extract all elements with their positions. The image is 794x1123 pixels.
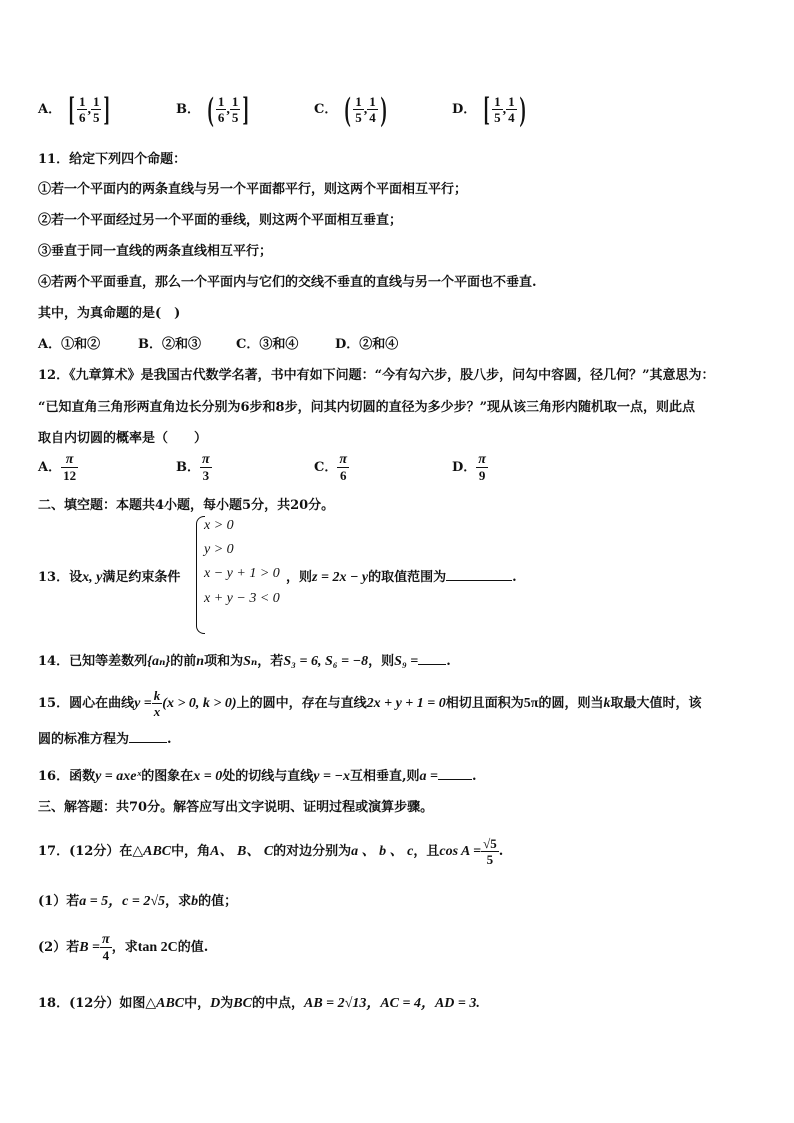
q11-prop-1: ①若一个平面内的两条直线与另一个平面都平行，则这两个平面相互平行； bbox=[38, 182, 468, 197]
q13-tail: ，则z = 2x − y的取值范围为 . bbox=[286, 566, 517, 586]
q11-prop-4: ④若两个平面垂直，那么一个平面内与它们的交线不垂直的直线与另一个平面也不垂直. bbox=[38, 275, 537, 290]
q11-option-c[interactable]: C．③和④ bbox=[236, 337, 299, 352]
q11-stem: 11．给定下列四个命题： bbox=[38, 152, 187, 167]
q10-option-a[interactable]: A． [ $\frac{1}{6}$ , $\frac{1}{5}$ ] bbox=[38, 90, 111, 128]
q10-option-b[interactable]: B． ( $\frac{1}{6}$ , $\frac{1}{5}$ ] bbox=[176, 90, 250, 128]
section-3-heading: 三、解答题：共70分。解答应写出文字说明、证明过程或演算步骤。 bbox=[38, 800, 434, 815]
q18-stem: 18．(12分）如图△ABC中，D为BC的中点，AB = 2√13，AC = 4，AD = 3. bbox=[38, 996, 480, 1011]
q12-line-3: 取自内切圆的概率是（ ） bbox=[38, 431, 208, 446]
q16-answer-blank[interactable] bbox=[438, 765, 472, 780]
q12-option-c[interactable]: C． $\frac{\pi}{6}$ bbox=[314, 452, 348, 483]
q17-part-1: (1）若a = 5，c = 2√5，求b的值； bbox=[38, 894, 238, 909]
q15-line-1: 15．圆心在曲线y = $\frac{k}{x}$ (x > 0, k > 0)上的圆中，存在与直线2x + y + 1 = 0相切且面积为5π的圆，则当k取最大值时，该 bbox=[38, 688, 702, 719]
q14-line: 14．已知等差数列{aₙ}的前n项和为Sₙ，若S₃ = 6, S₆ = −8，则S₉ = . bbox=[38, 650, 451, 670]
q11-prop-3: ③垂直于同一直线的两条直线相互平行； bbox=[38, 244, 273, 259]
q13-constraint-2: y > 0 bbox=[204, 542, 234, 557]
q15-line-2: 圆的标准方程为 . bbox=[38, 728, 172, 747]
q13-constraint-4: x + y − 3 < 0 bbox=[204, 591, 280, 606]
q11-question: 其中，为真命题的是( ) bbox=[38, 306, 181, 321]
section-2-heading: 二、填空题：本题共4小题，每小题5分，共20分。 bbox=[38, 498, 335, 513]
q12-option-b[interactable]: B． $\frac{\pi}{3}$ bbox=[176, 452, 210, 483]
q16-line: 16．函数y = axeˣ的图象在x = 0处的切线与直线y = −x互相垂直,则a = . bbox=[38, 765, 477, 785]
q11-option-d[interactable]: D．②和④ bbox=[335, 337, 399, 352]
q17-part-2: (2）若B = $\frac{\pi}{4}$ ，求tan 2C的值. bbox=[38, 932, 209, 963]
q13-answer-blank[interactable] bbox=[446, 566, 512, 581]
q10-option-d[interactable]: D． [ $\frac{1}{5}$ , $\frac{1}{4}$ ) bbox=[452, 90, 526, 128]
q17-stem: 17．(12分）在△ABC中，角A、 B、 C的对边分别为a 、 b 、 c，且cos A = $\frac{√5}{5}$ . bbox=[38, 836, 504, 867]
q12-option-a[interactable]: A． $\frac{\pi}{12}$ bbox=[38, 452, 77, 483]
q15-answer-blank[interactable] bbox=[129, 728, 167, 743]
q14-answer-blank[interactable] bbox=[418, 650, 446, 665]
q12-line-1: 12．《九章算术》是我国古代数学名著，书中有如下问题：“今有勾六步，股八步，问勾中容圆，径几何？”其意思为： bbox=[38, 368, 715, 383]
q11-option-a[interactable]: A．①和② bbox=[38, 337, 101, 352]
q13-constraint-3: x − y + 1 > 0 bbox=[204, 566, 280, 581]
q13-constraint-1: x > 0 bbox=[204, 518, 234, 533]
q10-option-c[interactable]: C． ( $\frac{1}{5}$ , $\frac{1}{4}$ ) bbox=[314, 90, 387, 128]
q13-prefix: 13．设x, y满足约束条件 bbox=[38, 570, 181, 585]
q12-line-2: “已知直角三角形两直角边长分别为6步和8步，问其内切圆的直径为多少步？”现从该三角形内随机取一点，则此点 bbox=[38, 400, 696, 415]
q12-option-d[interactable]: D． $\frac{\pi}{9}$ bbox=[452, 452, 486, 483]
q11-option-b[interactable]: B．②和③ bbox=[138, 337, 201, 352]
q11-prop-2: ②若一个平面经过另一个平面的垂线，则这两个平面相互垂直； bbox=[38, 213, 403, 228]
